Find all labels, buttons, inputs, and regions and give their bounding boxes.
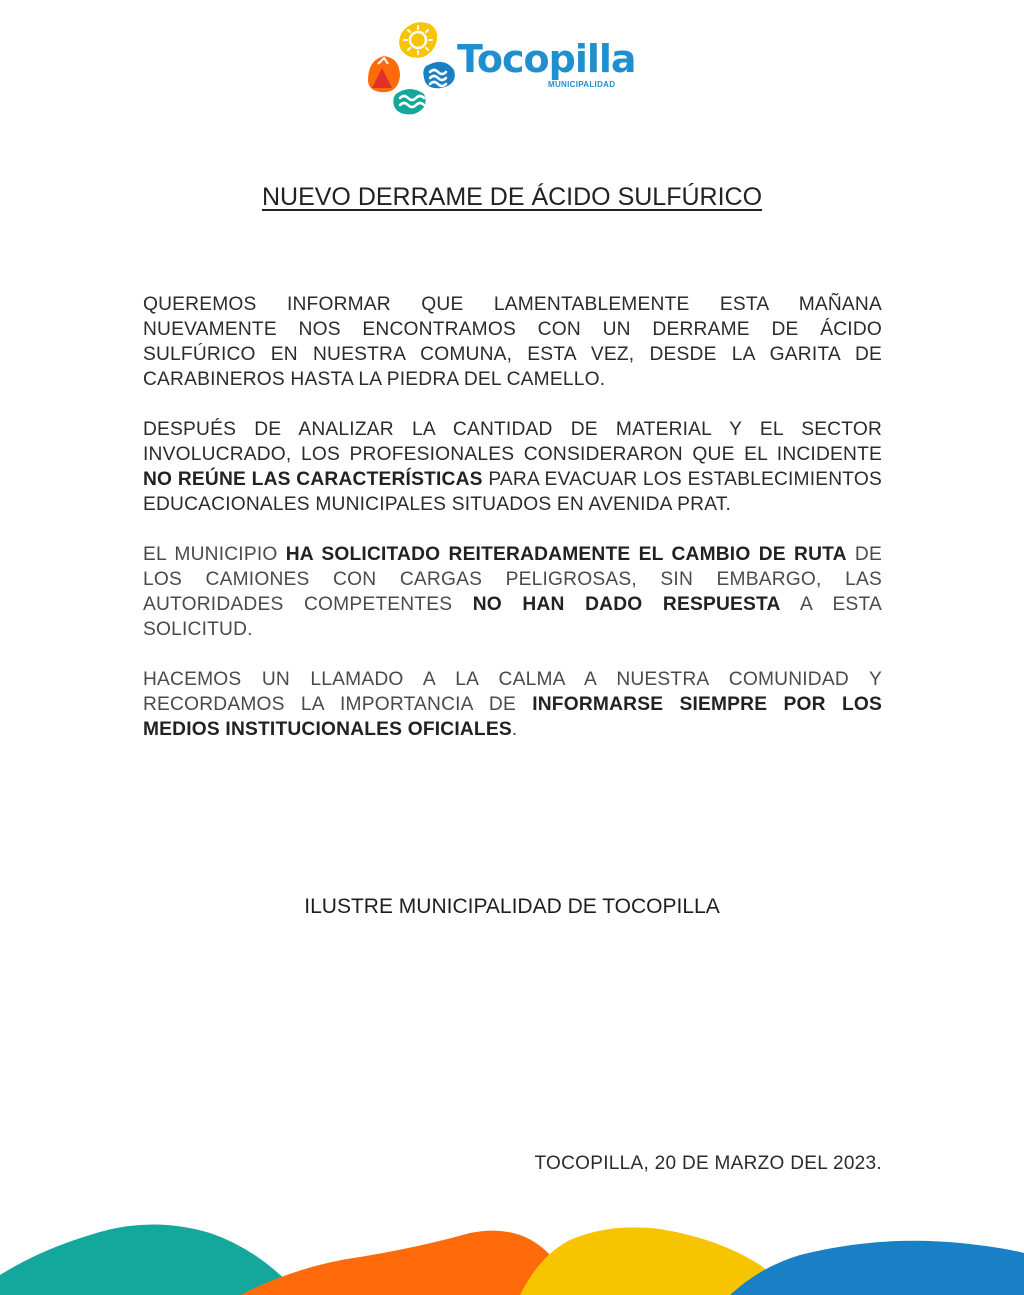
brand-name: Tocopilla (457, 37, 636, 81)
paragraph-4-emphasis: INFORMARSE SIEMPRE POR LOS MEDIOS INSTITUCIONALES OFICIALES (143, 694, 882, 740)
paragraph-1 (143, 292, 882, 392)
paragraph-3-emphasis-2: NO HAN DADO RESPUESTA (472, 594, 781, 615)
decorative-waves (0, 1195, 1024, 1295)
paragraph-1-text: QUEREMOS INFORMAR QUE LAMENTABLEMENTE ESTA MAÑANA NUEVAMENTE NOS ENCONTRAMOS CON UN DERRAME DE ÁCIDO SULFÚRICO EN NUESTRA COMUNA, ESTA VEZ, DESDE LA GARITA DE CARABINEROS HASTA LA PIEDRA DEL CAMELLO. (143, 294, 882, 390)
document-date: TOCOPILLA, 20 DE MARZO DEL 2023. (534, 1153, 882, 1174)
logo-mark-icon (362, 18, 462, 118)
document-body (143, 292, 882, 767)
paragraph-4 (143, 667, 882, 742)
paragraph-2-text-c: PARA EVACUAR LOS ESTABLECIMIENTOS EDUCACIONALES MUNICIPALES SITUADOS EN AVENIDA PRAT. (143, 469, 882, 515)
paragraph-3-text-e: A ESTA SOLICITUD. (143, 594, 882, 640)
paragraph-4-text-a: HACEMOS UN LLAMADO A LA CALMA A NUESTRA COMUNIDAD Y RECORDAMOS LA IMPORTANCIA DE (143, 669, 882, 715)
paragraph-3-text-c: DE LOS CAMIONES CON CARGAS PELIGROSAS, SIN EMBARGO, LAS AUTORIDADES COMPETENTES (143, 544, 882, 615)
paragraph-3-emphasis-1: HA SOLICITADO REITERADAMENTE EL CAMBIO DE RUTA (285, 544, 847, 565)
signature: ILUSTRE MUNICIPALIDAD DE TOCOPILLA (304, 895, 720, 918)
wave-blue (730, 1241, 1024, 1295)
paragraph-3 (143, 542, 882, 642)
document-title-text: NUEVO DERRAME DE ÁCIDO SULFÚRICO (261, 183, 763, 211)
municipal-logo (362, 18, 642, 118)
paragraph-4-text-c: . (511, 719, 518, 740)
paragraph-2-text-a: DESPUÉS DE ANALIZAR LA CANTIDAD DE MATERIAL Y EL SECTOR INVOLUCRADO, LOS PROFESIONALES CONSIDERARON QUE EL INCIDENTE (143, 419, 882, 465)
paragraph-3-text-a: EL MUNICIPIO (143, 544, 286, 565)
brand-subtitle: MUNICIPALIDAD (548, 80, 616, 89)
document-title (0, 183, 1024, 212)
wave-teal (0, 1224, 300, 1295)
paragraph-2-emphasis: NO REÚNE LAS CARACTERÍSTICAS (143, 469, 483, 490)
paragraph-2 (143, 417, 882, 517)
